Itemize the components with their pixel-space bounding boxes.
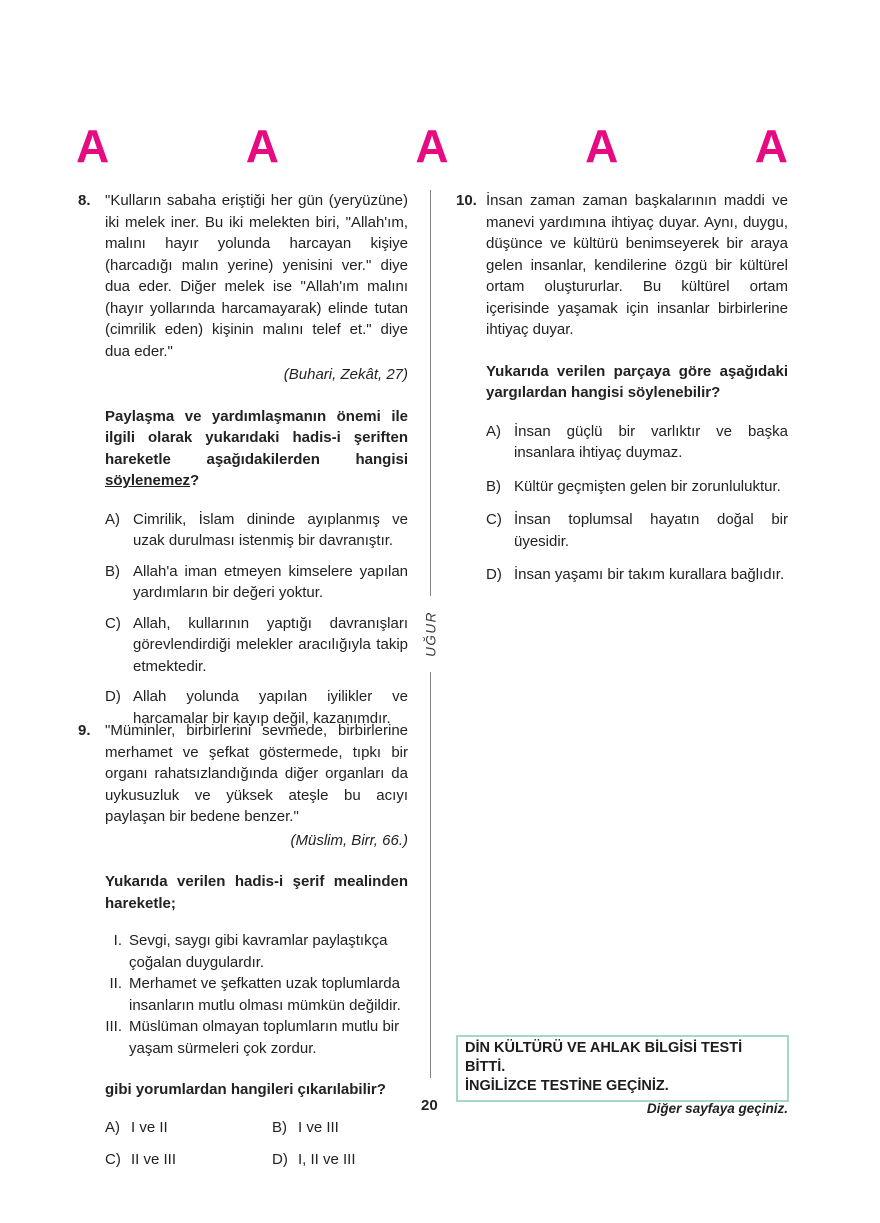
question-9-roman-items [105, 930, 408, 1059]
option-b-label: B) [272, 1118, 287, 1136]
right-column [456, 190, 788, 1090]
question-10 [456, 190, 788, 586]
booklet-letter-a: A [245, 120, 279, 172]
option-a [105, 509, 408, 552]
option-d-text: I, II ve III [298, 1151, 356, 1168]
question-9-stem-question: gibi yorumlardan hangileri çıkarılabilir? [105, 1081, 386, 1098]
question-8-body [78, 190, 408, 729]
question-9-number: 9. [78, 722, 91, 739]
left-column [78, 190, 408, 1168]
option-a [105, 1117, 272, 1139]
option-b-label: B) [486, 477, 501, 495]
option-b [486, 476, 788, 498]
option-c-label: C) [486, 511, 502, 528]
roman-numeral-3: III. [105, 1018, 122, 1035]
end-of-test-notice [456, 1035, 789, 1102]
roman-item-3 [105, 1016, 408, 1059]
option-d [486, 564, 788, 586]
question-8 [78, 190, 408, 729]
booklet-letter-row [76, 122, 788, 170]
question-10-passage: İnsan zaman zaman başkalarının maddi ve manevi yardımına ihtiyaç duyar. Aynı, duygu, düşünce ve kültürü benimseyerek bir araya gelen insanlar, kendilerine özgü bir kültürel ortam oluştururlar. Bu kültürel ortam içerisinde yaşamak için insanlar birbirlerine ihtiyaç duyar. [486, 192, 788, 338]
stem-underlined-word: söylenemez [105, 472, 191, 489]
roman-text-1: Sevgi, saygı gibi kavramlar paylaştıkça çoğalan duygulardır. [129, 932, 388, 971]
end-of-test-line-2: İNGİLİZCE TESTİNE GEÇİNİZ. [465, 1078, 669, 1094]
question-10-stem: Yukarıda verilen parçaya göre aşağıdaki yargılardan hangisi söylenebilir? [486, 362, 788, 401]
column-divider-bottom [430, 672, 431, 1078]
stem-suffix: ? [190, 472, 200, 489]
question-10-body [456, 190, 788, 586]
question-8-passage: "Kulların sabaha eriştiği her gün (yeryüzüne) iki melek iner. Bu iki melekten biri, "Allah'ım, malını hayır yolunda harcayan kişiye (harcadığı malın yerine) yenisini ver." diye dua eder. Diğer melek ise "Allah'ım malını (hayır yollarında harcamayarak) elinde tutan (cimrilik eden) kişinin malını telef et." diye dua eder." [105, 192, 408, 360]
option-c-text: İnsan toplumsal hayatın doğal bir üyesidir. [514, 511, 788, 550]
option-d [272, 1149, 408, 1171]
option-c-text: Allah, kullarının yaptığı davranışları görevlendirdiği melekler aracılığıyla takip etmektedir. [133, 614, 408, 675]
option-c [105, 613, 408, 678]
question-9-stem-intro: Yukarıda verilen hadis-i şerif mealinden hareketle; [105, 873, 408, 912]
publisher-watermark: UĞUR [423, 611, 439, 657]
option-c-label: C) [105, 614, 121, 632]
option-a-label: A) [105, 510, 120, 528]
option-b [272, 1117, 408, 1139]
question-9 [78, 720, 408, 1171]
roman-numeral-2: II. [109, 975, 122, 992]
roman-numeral-1: I. [113, 932, 122, 949]
option-b-label: B) [105, 562, 120, 580]
question-9-citation: (Müslim, Birr, 66.) [290, 831, 408, 849]
question-8-stem [105, 406, 408, 492]
option-a-text: İnsan güçlü bir varlıktır ve başka insanlara ihtiyaç duymaz. [514, 422, 788, 461]
option-d-text: Allah yolunda yapılan iyilikler ve harcamalar bir kayıp değil, kazanımdır. [133, 688, 408, 727]
roman-item-1 [105, 930, 408, 973]
option-c [486, 509, 788, 552]
option-b-text: I ve III [298, 1118, 339, 1136]
booklet-letter-a: A [76, 120, 110, 172]
question-8-options [105, 509, 408, 730]
option-a [486, 421, 788, 464]
question-9-options [105, 1117, 408, 1171]
option-d-label: D) [105, 688, 121, 705]
column-divider-top [430, 190, 431, 596]
option-b-text: Kültür geçmişten gelen bir zorunluluktur. [514, 477, 781, 495]
roman-text-2: Merhamet ve şefkatten uzak toplumlarda insanların mutlu olması mümkün değildir. [129, 975, 401, 1014]
next-page-note: Diğer sayfaya geçiniz. [646, 1101, 788, 1116]
roman-text-3: Müslüman olmayan toplumların mutlu bir yaşam sürmeleri çok zordur. [129, 1018, 400, 1057]
booklet-letter-a: A [754, 120, 788, 172]
option-c-label: C) [105, 1151, 121, 1168]
option-a-label: A) [105, 1118, 120, 1136]
question-9-passage: "Müminler, birbirlerini sevmede, birbirlerine merhamet ve şefkat göstermede, tıpkı bir organı rahatsızlandığında diğer organları da uykusuzluk ve yüksek ateşle bu acıyı paylaşan bir bedene benzer." [105, 722, 408, 825]
booklet-letter-a: A [415, 120, 449, 172]
stem-text: Paylaşma ve yardımlaşmanın önemi ile ilgili olarak yukarıdaki hadis-i şeriften hareketle aşağıdakilerden hangisi [105, 407, 408, 468]
option-b [105, 561, 408, 604]
option-c [105, 1149, 272, 1171]
option-a-label: A) [486, 422, 501, 440]
page-number: 20 [421, 1097, 438, 1114]
question-8-citation: (Buhari, Zekât, 27) [283, 366, 408, 383]
option-a-text: Cimrilik, İslam dininde ayıplanmış ve uzak durulması istenmiş bir davranıştır. [133, 510, 408, 549]
question-9-body [78, 720, 408, 1171]
option-c-text: II ve III [131, 1151, 177, 1168]
option-d-label: D) [486, 566, 502, 583]
option-b-text: Allah'a iman etmeyen kimselere yapılan yardımların bir değeri yoktur. [133, 562, 408, 601]
option-d-text: İnsan yaşamı bir takım kurallara bağlıdır. [514, 566, 785, 583]
question-10-options [486, 421, 788, 586]
option-d-label: D) [272, 1151, 288, 1168]
end-of-test-line-1: DİN KÜLTÜRÜ VE AHLAK BİLGİSİ TESTİ BİTTİ. [465, 1040, 743, 1075]
question-8-number: 8. [78, 192, 91, 209]
roman-item-2 [105, 973, 408, 1016]
question-10-number: 10. [456, 192, 477, 209]
option-a-text: I ve II [131, 1118, 168, 1136]
booklet-letter-a: A [585, 120, 619, 172]
